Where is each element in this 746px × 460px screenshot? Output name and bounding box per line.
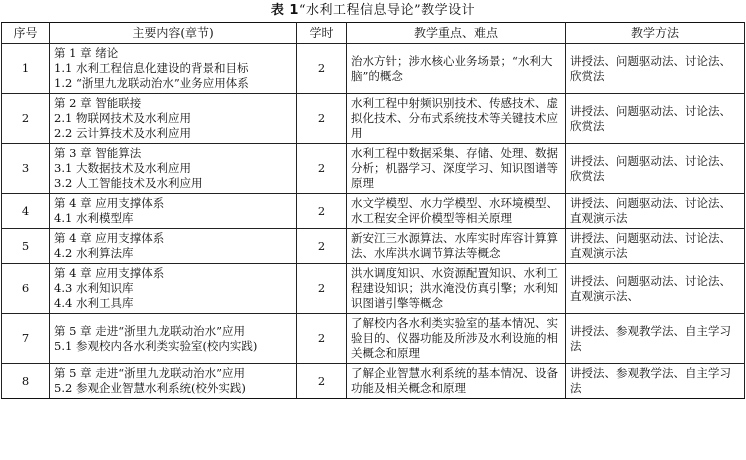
content-line: 第 5 章 走进“浙里九龙联动治水”应用 [54, 323, 246, 338]
table-row [2, 194, 745, 229]
content-line: 4.1 水利模型库 [54, 211, 134, 225]
content-line: 2.2 云计算技术及水利应用 [54, 126, 191, 140]
cell-key-points [347, 44, 566, 94]
cell-method [566, 94, 745, 144]
key-points-text: 水利工程中射频识别技术、传感技术、虚拟化技术、分布式系统技术等关键技术应用 [351, 96, 558, 140]
cell-method [566, 44, 745, 94]
cell-content [50, 364, 297, 399]
table-row [2, 94, 745, 144]
content-line: 5.2 参观企业智慧水利系统(校外实践) [54, 381, 246, 395]
caption-title: “水利工程信息导论”教学设计 [298, 3, 476, 18]
cell-method [566, 194, 745, 229]
cell-content [50, 314, 297, 364]
header-content: 主要内容(章节) [50, 23, 297, 44]
cell-key-points [347, 94, 566, 144]
header-key-points: 教学重点、难点 [347, 23, 566, 44]
content-line: 第 4 章 应用支撑体系 [54, 231, 165, 245]
key-points-text: 洪水调度知识、水资源配置知识、水利工程建设知识；洪水淹没仿真引擎；水利知识图谱引擎等概念 [351, 266, 558, 310]
method-text: 讲授法、问题驱动法、讨论法、欣赏法 [570, 103, 731, 133]
key-points-text: 治水方针；涉水核心业务场景；“水利大脑”的概念 [351, 53, 553, 83]
cell-method [566, 264, 745, 314]
table-row [2, 144, 745, 194]
method-text: 讲授法、问题驱动法、讨论法、欣赏法 [570, 53, 731, 83]
content-line: 3.2 人工智能技术及水利应用 [54, 176, 203, 190]
cell-no: 3 [2, 144, 50, 194]
cell-content [50, 264, 297, 314]
content-line: 4.2 水利算法库 [54, 246, 134, 260]
table-row [2, 314, 745, 364]
cell-key-points [347, 314, 566, 364]
cell-key-points [347, 144, 566, 194]
cell-hours: 2 [297, 364, 347, 399]
method-text: 讲授法、问题驱动法、讨论法、直观演示法 [570, 231, 731, 260]
cell-hours: 2 [297, 144, 347, 194]
cell-method [566, 364, 745, 399]
cell-no: 5 [2, 229, 50, 264]
content-line: 2.1 物联网技术及水利应用 [54, 111, 191, 125]
cell-hours: 2 [297, 314, 347, 364]
table-caption [0, 0, 746, 22]
cell-content [50, 144, 297, 194]
cell-content [50, 44, 297, 94]
cell-key-points [347, 364, 566, 399]
content-line: 3.1 大数据技术及水利应用 [54, 161, 191, 175]
content-line: 第 1 章 绪论 [54, 46, 119, 60]
table-row [2, 229, 745, 264]
key-points-text: 了解企业智慧水利系统的基本情况、设备功能及相关概念和原理 [351, 366, 558, 395]
cell-hours: 2 [297, 264, 347, 314]
cell-key-points [347, 264, 566, 314]
cell-hours: 2 [297, 229, 347, 264]
cell-no: 6 [2, 264, 50, 314]
content-line: 第 4 章 应用支撑体系 [54, 266, 165, 280]
content-line: 第 3 章 智能算法 [54, 146, 142, 160]
key-points-text: 水文学模型、水力学模型、水环境模型、水工程安全评价模型等相关原理 [351, 196, 558, 225]
key-points-text: 了解校内各水利类实验室的基本情况、实验目的、仪器功能及所涉及水利设施的相关概念和原理 [351, 316, 558, 360]
content-line: 1.1 水利工程信息化建设的背景和目标 [54, 61, 249, 75]
table-row [2, 44, 745, 94]
cell-no: 7 [2, 314, 50, 364]
cell-no: 8 [2, 364, 50, 399]
header-hours: 学时 [297, 23, 347, 44]
key-points-text: 水利工程中数据采集、存储、处理、数据分析；机器学习、深度学习、知识图谱等原理 [351, 146, 558, 190]
cell-no: 1 [2, 44, 50, 94]
method-text: 讲授法、参观教学法、自主学习法 [570, 366, 731, 395]
cell-method [566, 144, 745, 194]
table-row [2, 264, 745, 314]
cell-method [566, 229, 745, 264]
method-text: 讲授法、参观教学法、自主学习法 [570, 323, 731, 353]
header-no: 序号 [2, 23, 50, 44]
content-line: 第 2 章 智能联接 [54, 96, 142, 110]
caption-label: 表 1 [270, 3, 299, 18]
content-line: 第 5 章 走进“浙里九龙联动治水”应用 [54, 366, 246, 380]
method-text: 讲授法、问题驱动法、讨论法、直观演示法 [570, 196, 731, 225]
cell-hours: 2 [297, 94, 347, 144]
cell-content [50, 229, 297, 264]
content-line: 4.3 水利知识库 [54, 281, 134, 295]
cell-no: 4 [2, 194, 50, 229]
cell-method [566, 314, 745, 364]
key-points-text: 新安江三水源算法、水库实时库容计算算法、水库洪水调节算法等概念 [351, 231, 558, 260]
method-text: 讲授法、问题驱动法、讨论法、直观演示法、 [570, 273, 731, 303]
header-row [2, 23, 745, 44]
cell-content [50, 194, 297, 229]
teaching-design-table [1, 22, 745, 399]
method-text: 讲授法、问题驱动法、讨论法、欣赏法 [570, 153, 731, 183]
content-line: 第 4 章 应用支撑体系 [54, 196, 165, 210]
cell-no: 2 [2, 94, 50, 144]
table-row [2, 364, 745, 399]
cell-hours: 2 [297, 194, 347, 229]
cell-key-points [347, 194, 566, 229]
content-line: 4.4 水利工具库 [54, 296, 134, 310]
header-method: 教学方法 [566, 23, 745, 44]
content-line: 1.2 “浙里九龙联动治水”业务应用体系 [54, 76, 249, 90]
cell-hours: 2 [297, 44, 347, 94]
cell-key-points [347, 229, 566, 264]
cell-content [50, 94, 297, 144]
table-body [2, 44, 745, 399]
content-line: 5.1 参观校内各水利类实验室(校内实践) [54, 338, 258, 353]
